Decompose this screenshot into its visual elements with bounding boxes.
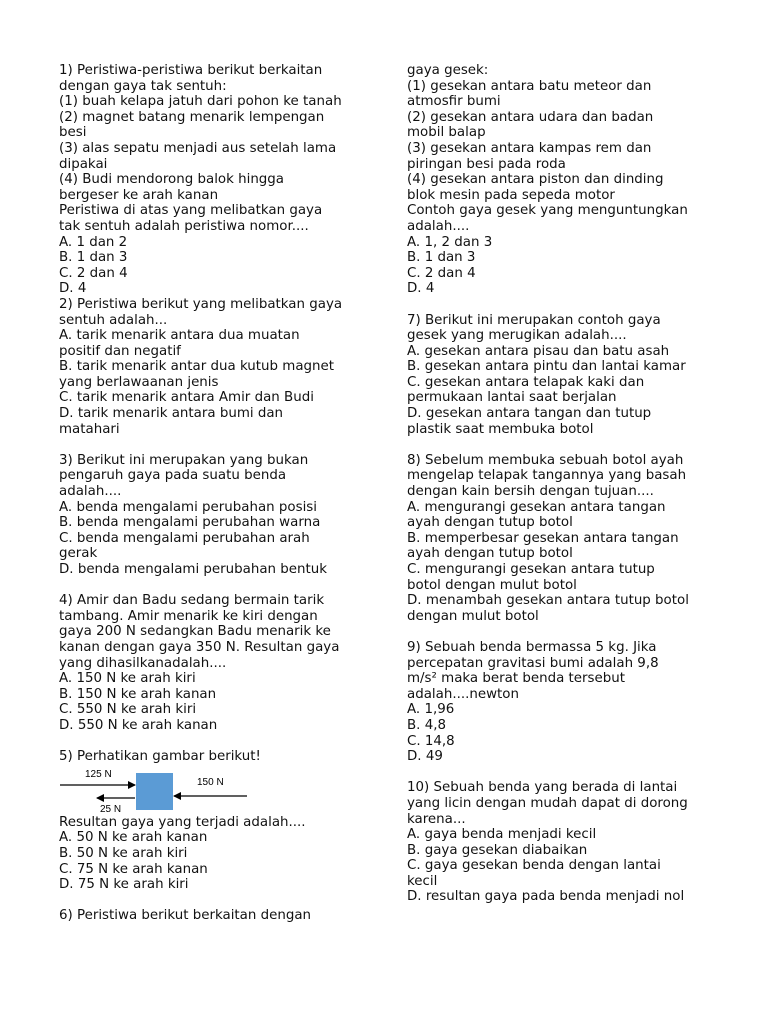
text-line: 1) Peristiwa-peristiwa berikut berkaitan bbox=[59, 63, 323, 78]
question-6-continued bbox=[407, 63, 725, 297]
text-line: C. benda mengalami perubahan arah bbox=[59, 530, 310, 546]
text-line: gaya 200 N sedangkan Badu menarik ke bbox=[59, 624, 331, 640]
text-line: D. benda mengalami perubahan bentuk bbox=[59, 562, 328, 577]
label-25n: 25 N bbox=[100, 803, 122, 815]
text-line: gesek yang merugikan adalah.... bbox=[407, 328, 627, 344]
text-line: 7) Berikut ini merupakan contoh gaya bbox=[407, 312, 661, 328]
text-line: C. gaya gesekan benda dengan lantai bbox=[407, 858, 661, 874]
text-line: D. 75 N ke arah kiri bbox=[59, 877, 189, 893]
text-line: C. 550 N ke arah kiri bbox=[59, 702, 197, 718]
text-line: dengan mulut botol bbox=[407, 608, 539, 624]
text-line: B. memperbesar gesekan antara tangan bbox=[407, 530, 679, 546]
text-line: tak sentuh adalah peristiwa nomor.... bbox=[59, 218, 309, 234]
question-5 bbox=[59, 815, 377, 893]
text-line: C. 14,8 bbox=[407, 733, 455, 749]
text-line: dengan gaya tak sentuh: bbox=[59, 78, 227, 94]
text-line: piringan besi pada roda bbox=[407, 156, 566, 172]
text-line: dengan kain bersih dengan tujuan.... bbox=[407, 484, 654, 500]
spacer bbox=[59, 578, 377, 594]
text-line: C. 2 dan 4 bbox=[59, 265, 128, 281]
text-line: B. benda mengalami perubahan warna bbox=[59, 515, 321, 531]
text-line: (4) Budi mendorong balok hingga bbox=[59, 172, 285, 188]
text-line: karena... bbox=[407, 811, 466, 827]
text-line: B. 150 N ke arah kanan bbox=[59, 686, 217, 702]
text-line: (2) magnet batang menarik lempengan bbox=[59, 109, 325, 125]
text-line: yang licin dengan mudah dapat di dorong bbox=[407, 795, 688, 811]
label-125n: 125 N bbox=[85, 768, 112, 780]
text-line: besi bbox=[59, 125, 87, 141]
text-line: gerak bbox=[59, 546, 98, 562]
text-line: A. 150 N ke arah kiri bbox=[59, 671, 196, 687]
question-9 bbox=[407, 640, 725, 765]
text-line: (1) buah kelapa jatuh dari pohon ke tanah bbox=[59, 94, 342, 110]
text-line: C. 2 dan 4 bbox=[407, 265, 476, 281]
text-line: D. tarik menarik antara bumi dan bbox=[59, 406, 284, 422]
text-line: blok mesin pada sepeda motor bbox=[407, 187, 615, 203]
text-line: m/s² maka berat benda tersebut bbox=[407, 671, 625, 687]
question-1 bbox=[59, 63, 377, 297]
text-line: atmosfir bumi bbox=[407, 94, 501, 110]
text-line: adalah.... bbox=[59, 484, 122, 500]
question-10 bbox=[407, 780, 725, 905]
spacer bbox=[59, 437, 377, 453]
question-3 bbox=[59, 453, 377, 578]
text-line: 10) Sebuah benda yang berada di lantai bbox=[407, 780, 678, 796]
text-line: pengaruh gaya pada suatu benda bbox=[59, 468, 287, 484]
spacer bbox=[407, 437, 725, 453]
text-line: C. 75 N ke arah kanan bbox=[59, 861, 208, 877]
left-column bbox=[59, 63, 377, 924]
text-line: B. 50 N ke arah kiri bbox=[59, 845, 188, 861]
text-line: D. 4 bbox=[59, 281, 87, 297]
text-line: A. tarik menarik antara dua muatan bbox=[59, 328, 300, 344]
question-6-start: 6) Peristiwa berikut berkaitan dengan bbox=[59, 908, 312, 924]
text-line: C. tarik menarik antara Amir dan Budi bbox=[59, 390, 314, 406]
spacer bbox=[407, 624, 725, 640]
text-line: adalah....newton bbox=[407, 686, 519, 702]
text-line: botol dengan mulut botol bbox=[407, 577, 577, 593]
text-line: mobil balap bbox=[407, 125, 486, 141]
text-line: kanan dengan gaya 350 N. Resultan gaya bbox=[59, 639, 340, 655]
right-column bbox=[407, 63, 725, 905]
spacer bbox=[407, 765, 725, 781]
text-line: gaya gesek: bbox=[407, 63, 489, 78]
text-line: Peristiwa di atas yang melibatkan gaya bbox=[59, 203, 323, 219]
text-line: kecil bbox=[407, 873, 438, 889]
text-line: A. benda mengalami perubahan posisi bbox=[59, 499, 318, 515]
question-2 bbox=[59, 297, 377, 437]
text-line: dipakai bbox=[59, 156, 108, 172]
text-line: B. 1 dan 3 bbox=[407, 250, 476, 266]
block bbox=[136, 773, 173, 810]
text-line: D. 49 bbox=[407, 749, 443, 765]
text-line: mengelap telapak tangannya yang basah bbox=[407, 468, 687, 484]
spacer bbox=[407, 297, 725, 313]
text-line: 9) Sebuah benda bermassa 5 kg. Jika bbox=[407, 639, 657, 655]
question-5-intro: 5) Perhatikan gambar berikut! bbox=[59, 749, 261, 765]
text-line: Resultan gaya yang terjadi adalah.... bbox=[59, 814, 306, 830]
text-line: A. 50 N ke arah kanan bbox=[59, 830, 208, 846]
force-diagram-svg bbox=[59, 768, 259, 815]
text-line: B. gaya gesekan diabaikan bbox=[407, 842, 588, 858]
text-line: D. menambah gesekan antara tutup botol bbox=[407, 593, 689, 609]
text-line: percepatan gravitasi bumi adalah 9,8 bbox=[407, 655, 659, 671]
question-4 bbox=[59, 593, 377, 733]
text-line: B. gesekan antara pintu dan lantai kamar bbox=[407, 359, 686, 375]
question-8 bbox=[407, 453, 725, 625]
text-line: positif dan negatif bbox=[59, 343, 181, 359]
text-line: ayah dengan tutup botol bbox=[407, 546, 573, 562]
force-diagram bbox=[59, 768, 259, 815]
spacer bbox=[59, 893, 377, 909]
spacer bbox=[59, 734, 377, 750]
text-line: D. resultan gaya pada benda menjadi nol bbox=[407, 889, 685, 905]
text-line: 8) Sebelum membuka sebuah botol ayah bbox=[407, 452, 684, 468]
text-line: D. gesekan antara tangan dan tutup bbox=[407, 406, 652, 422]
text-line: adalah.... bbox=[407, 218, 470, 234]
text-line: D. 4 bbox=[407, 281, 435, 297]
text-line: 2) Peristiwa berikut yang melibatkan gaya bbox=[59, 296, 343, 312]
text-line: C. gesekan antara telapak kaki dan bbox=[407, 374, 645, 390]
text-line: B. tarik menarik antar dua kutub magnet bbox=[59, 359, 335, 375]
text-line: A. 1, 2 dan 3 bbox=[407, 234, 493, 250]
text-line: ayah dengan tutup botol bbox=[407, 515, 573, 531]
text-line: B. 1 dan 3 bbox=[59, 250, 128, 266]
text-line: A. 1 dan 2 bbox=[59, 234, 128, 250]
text-line: C. mengurangi gesekan antara tutup bbox=[407, 562, 655, 577]
text-line: A. 1,96 bbox=[407, 702, 455, 718]
question-7 bbox=[407, 313, 725, 438]
text-line: matahari bbox=[59, 421, 120, 437]
text-line: tambang. Amir menarik ke kiri dengan bbox=[59, 608, 318, 624]
text-line: sentuh adalah... bbox=[59, 312, 168, 328]
text-line: yang dihasilkanadalah.... bbox=[59, 655, 227, 671]
text-line: D. 550 N ke arah kanan bbox=[59, 717, 218, 733]
text-line: bergeser ke arah kanan bbox=[59, 187, 219, 203]
text-line: permukaan lantai saat berjalan bbox=[407, 390, 617, 406]
text-line: 3) Berikut ini merupakan yang bukan bbox=[59, 452, 309, 468]
text-line: A. gesekan antara pisau dan batu asah bbox=[407, 343, 670, 359]
text-line: Contoh gaya gesek yang menguntungkan bbox=[407, 203, 688, 219]
text-line: A. mengurangi gesekan antara tangan bbox=[407, 499, 666, 515]
text-line: 4) Amir dan Badu sedang bermain tarik bbox=[59, 593, 325, 609]
text-line: plastik saat membuka botol bbox=[407, 421, 594, 437]
text-line: A. gaya benda menjadi kecil bbox=[407, 827, 597, 843]
text-line: (3) alas sepatu menjadi aus setelah lama bbox=[59, 140, 337, 156]
text-line: (4) gesekan antara piston dan dinding bbox=[407, 172, 664, 188]
text-line: (2) gesekan antara udara dan badan bbox=[407, 109, 654, 125]
text-line: B. 4,8 bbox=[407, 717, 446, 733]
label-150n: 150 N bbox=[197, 776, 224, 788]
text-line: (3) gesekan antara kampas rem dan bbox=[407, 140, 652, 156]
text-line: (1) gesekan antara batu meteor dan bbox=[407, 78, 652, 94]
text-line: yang berlawaanan jenis bbox=[59, 374, 219, 390]
